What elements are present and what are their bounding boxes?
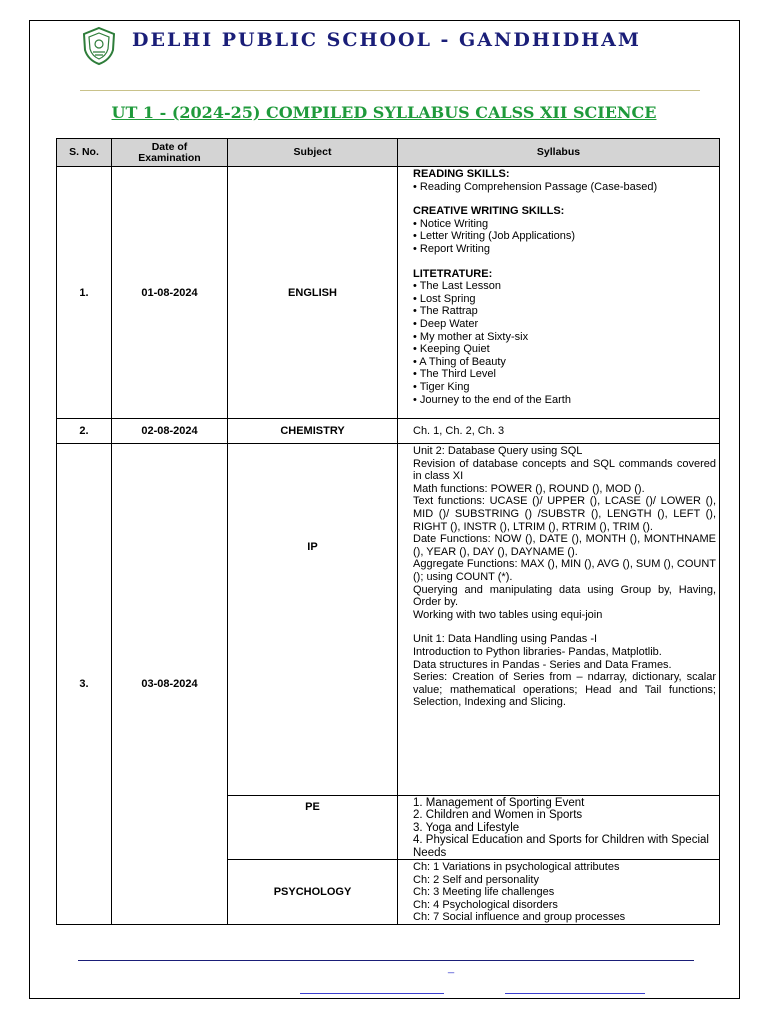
- table-row: [57, 444, 720, 796]
- syllabus-line: Querying and manipulating data using Group by, Having, Order by.: [413, 583, 716, 609]
- row-date: 02-08-2024: [112, 419, 228, 444]
- syllabus-line: Ch: 2 Self and personality: [413, 873, 539, 886]
- syllabus-line: Ch. 1, Ch. 2, Ch. 3: [413, 425, 505, 438]
- document-title: UT 1 - (2024-25) COMPILED SYLLABUS CALSS XII SCIENCE: [111, 103, 657, 122]
- syllabus-line: • Reading Comprehension Passage (Case-based): [413, 180, 658, 193]
- header-sno: S. No.: [57, 139, 112, 167]
- syllabus-line: • Notice Writing: [413, 217, 489, 230]
- footer-divider: [78, 960, 694, 961]
- row-sno: 1.: [57, 167, 112, 419]
- row-syllabus: [398, 860, 720, 925]
- syllabus-line: 1. Management of Sporting Event: [413, 797, 585, 809]
- syllabus-line: • Letter Writing (Job Applications): [413, 230, 575, 243]
- syllabus-line: Math functions: POWER (), ROUND (), MOD ().: [413, 482, 645, 495]
- row-sno: 3.: [57, 444, 112, 925]
- row-subject: PSYCHOLOGY: [228, 860, 398, 925]
- syllabus-line: • My mother at Sixty-six: [413, 330, 529, 343]
- syllabus-line: Series: Creation of Series from – ndarray, dictionary, scalar value; mathematical operations; Head and Tail functions; Selection, Indexing and Slicing.: [413, 671, 716, 709]
- syllabus-line: 2. Children and Women in Sports: [413, 809, 583, 822]
- syllabus-heading: CREATIVE WRITING SKILLS:: [413, 205, 565, 218]
- footer-mark: _: [448, 962, 455, 974]
- syllabus-line: Ch: 4 Psychological disorders: [413, 898, 558, 911]
- syllabus-line: Date Functions: NOW (), DATE (), MONTH (), MONTHNAME (), YEAR (), DAY (), DAYNAME ().: [413, 533, 716, 558]
- school-name: DELHI PUBLIC SCHOOL - GANDHIDHAM: [132, 29, 641, 51]
- syllabus-line: • The Third Level: [413, 368, 496, 381]
- syllabus-line: 4. Physical Education and Sports for Children with Special Needs: [413, 834, 709, 859]
- header-syllabus: Syllabus: [398, 139, 720, 167]
- school-logo-icon: [80, 26, 118, 66]
- syllabus-line: • Report Writing: [413, 242, 491, 255]
- row-syllabus: [398, 419, 720, 444]
- syllabus-line: Aggregate Functions: MAX (), MIN (), AVG (), SUM (), COUNT (); using COUNT (*).: [413, 558, 716, 583]
- syllabus-line: • A Thing of Beauty: [413, 355, 506, 368]
- school-header: [80, 24, 700, 69]
- row-syllabus: [398, 444, 720, 796]
- row-subject: [228, 444, 398, 796]
- syllabus-heading: READING SKILLS:: [413, 168, 510, 180]
- syllabus-line: Revision of database concepts and SQL commands covered in class XI: [413, 457, 716, 483]
- syllabus-line: • Keeping Quiet: [413, 343, 490, 356]
- syllabus-line: Unit 1: Data Handling using Pandas -I: [413, 633, 598, 646]
- footer-link-right[interactable]: [505, 993, 645, 994]
- syllabus-table: [56, 138, 720, 925]
- header-date: Date of Examination: [112, 139, 228, 167]
- syllabus-line: • Lost Spring: [413, 292, 476, 305]
- syllabus-line: Text functions: UCASE ()/ UPPER (), LCASE ()/ LOWER (), MID ()/ SUBSTRING () /SUBSTR (), LENGTH (), LEFT (), RIGHT (), INSTR (), LTRIM (), RTRIM (), TRIM ().: [413, 495, 716, 533]
- syllabus-line: Working with two tables using equi-join: [413, 608, 603, 621]
- row-syllabus: [398, 167, 720, 419]
- syllabus-line: • The Rattrap: [413, 305, 478, 318]
- header-subject: Subject: [228, 139, 398, 167]
- footer-link-left[interactable]: [300, 993, 444, 994]
- row-date: 03-08-2024: [112, 444, 228, 925]
- table-row: [57, 419, 720, 444]
- syllabus-heading: LITETRATURE:: [413, 267, 493, 280]
- syllabus-line: Data structures in Pandas - Series and Data Frames.: [413, 658, 672, 671]
- syllabus-line: • Tiger King: [413, 380, 470, 393]
- syllabus-line: • Journey to the end of the Earth: [413, 393, 571, 406]
- header-divider: [80, 90, 700, 91]
- syllabus-line: • The Last Lesson: [413, 280, 502, 293]
- row-date: 01-08-2024: [112, 167, 228, 419]
- syllabus-line: Ch: 3 Meeting life challenges: [413, 886, 555, 899]
- syllabus-line: Ch: 1 Variations in psychological attributes: [413, 861, 620, 874]
- row-subject-label: IP: [307, 541, 318, 553]
- row-subject: CHEMISTRY: [228, 419, 398, 444]
- syllabus-line: • Deep Water: [413, 317, 479, 330]
- syllabus-line: Unit 2: Database Query using SQL: [413, 445, 583, 457]
- row-subject-label: PE: [305, 801, 320, 813]
- syllabus-line: 3. Yoga and Lifestyle: [413, 821, 520, 834]
- table-row: [57, 167, 720, 419]
- row-sno: 2.: [57, 419, 112, 444]
- row-subject: ENGLISH: [228, 167, 398, 419]
- syllabus-line: Introduction to Python libraries- Pandas, Matplotlib.: [413, 645, 662, 658]
- row-subject: [228, 796, 398, 860]
- row-syllabus: [398, 796, 720, 860]
- syllabus-line: Ch: 7 Social influence and group processes: [413, 911, 626, 924]
- table-header-row: [57, 139, 720, 167]
